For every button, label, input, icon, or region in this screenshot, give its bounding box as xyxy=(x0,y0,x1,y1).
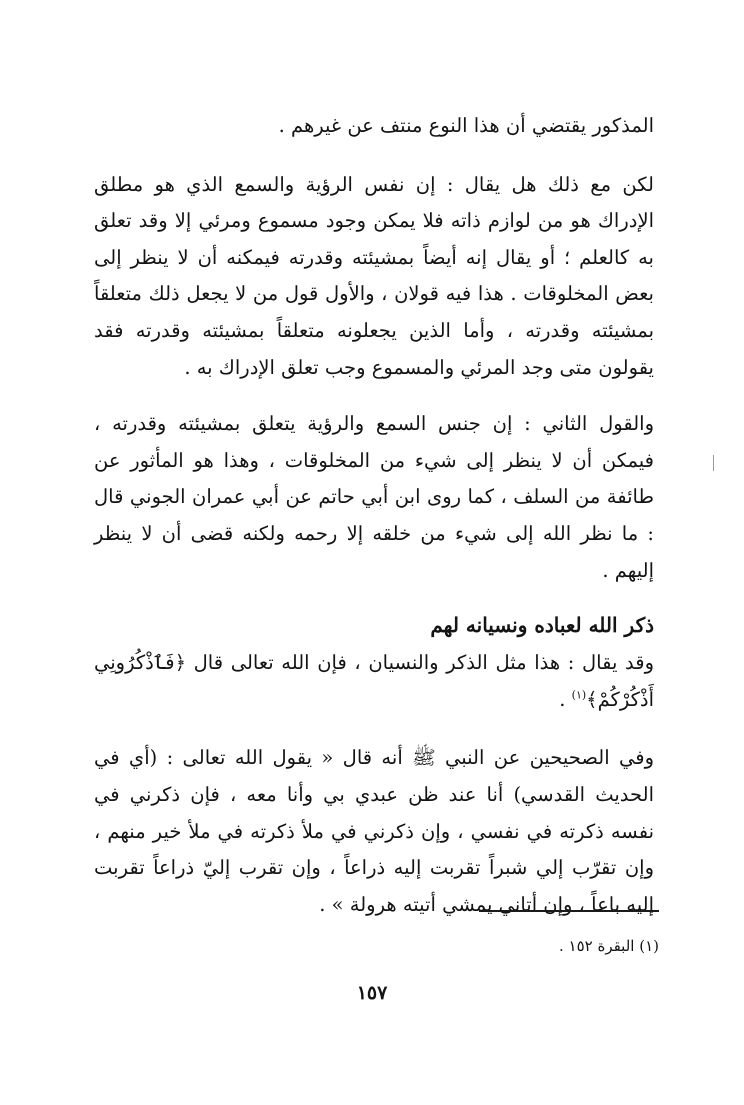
remembrance-tail: . xyxy=(559,687,572,711)
footnote: (١) البقرة ١٥٢ . xyxy=(558,937,659,955)
paragraph-opening: المذكور يقتضي أن هذا النوع منتف عن غيرهم . xyxy=(278,114,654,137)
margin-mark xyxy=(713,455,714,471)
paragraph-perception: لكن مع ذلك هل يقال : إن نفس الرؤية والسمع الذي هو مطلق الإدراك هو من لوازم ذاته فلا يمكن وجود مسموع ومرئي إلا وقد تعلق به كالعلم ؛ أو يقال إنه أيضاً بمشيئته وقدرته فيمكنه أن لا ينظر إلى بعض المخلوقات . هذا فيه قولان ، والأول قول من لا يجعل ذلك متعلقاً بمشيئته وقدرته ، وأما الذين يجعلونه متعلقاً بمشيئته وقدرته فقد يقولون متى وجد المرئي والمسموع وجب تعلق الإدراك به . xyxy=(94,172,654,379)
page-body xyxy=(94,108,654,923)
footnote-divider xyxy=(479,910,659,912)
remembrance-text: وقد يقال : هذا مثل الذكر والنسيان ، فإن الله تعالى قال ﴿فَٱذْكُرُونِي أَذْكُرْكُمْ﴾ xyxy=(94,651,654,711)
section-heading: ذكر الله لعباده ونسيانه لهم xyxy=(430,613,654,638)
page-number: ١٥٧ xyxy=(356,982,388,1004)
footnote-reference: (١) xyxy=(571,688,587,702)
paragraph-remembrance xyxy=(94,645,654,718)
paragraph-second-opinion: والقول الثاني : إن جنس السمع والرؤية يتعلق بمشيئته وقدرته ، فيمكن أن لا ينظر إلى شيء من المخلوقات ، وهذا هو المأثور عن طائفة من السلف ، كما روى ابن أبي حاتم عن أبي عمران الجوني قال : ما نظر الله إلى شيء من خلقه إلا رحمه ولكنه قضى أن لا ينظر إليهم . xyxy=(94,412,654,582)
paragraph-hadith: وفي الصحيحين عن النبي ﷺ أنه قال « يقول الله تعالى : (أي في الحديث القدسي) أنا عند ظن عبدي بي وأنا معه ، فإن ذكرني في نفسه ذكرته في نفسي ، وإن ذكرني في ملأ ذكرته في ملأ خير منهم ، وإن تقرّب إلي شبراً تقربت إليه ذراعاً ، وإن تقرب إليّ ذراعاً تقربت إليه باعاً ، وإن أتاني يمشي أتيته هرولة » . xyxy=(94,746,654,916)
